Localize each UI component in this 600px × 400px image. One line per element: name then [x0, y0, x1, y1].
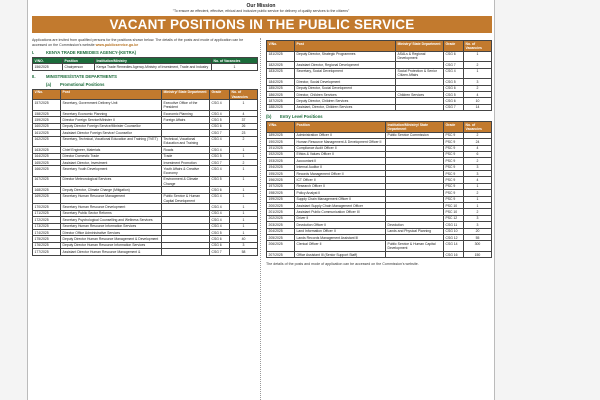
- table-row: [267, 68, 492, 79]
- table-cell: PSC 9: [444, 164, 464, 170]
- table-cell: CSG 7: [210, 249, 230, 255]
- table-cell: Public Service Commission: [386, 132, 444, 138]
- table-cell: 300: [464, 241, 492, 252]
- column-header: Ministry/ State Department: [162, 89, 210, 100]
- column-header: Institution/Ministry: [95, 58, 212, 64]
- table-cell: 169/2025: [33, 193, 61, 204]
- table-row: [33, 249, 258, 255]
- table-row: [267, 241, 492, 252]
- table-cell: 156/2025: [33, 64, 63, 70]
- table-cell: Policy Analyst II: [295, 190, 386, 196]
- table-cell: CSG 6: [210, 242, 230, 248]
- table-cell: 174/2025: [33, 230, 61, 236]
- table-cell: 175/2025: [33, 236, 61, 242]
- table-cell: 2: [230, 136, 258, 147]
- background-strip: [495, 0, 600, 400]
- table-cell: 1: [230, 210, 258, 216]
- table-cell: 173/2025: [33, 223, 61, 229]
- table-cell: 200/2025: [267, 203, 295, 209]
- table-cell: Deputy Director Human Resource Management & Development: [61, 236, 162, 242]
- table-cell: Assistant Public Communication Officer III: [295, 209, 386, 215]
- table-cell: 194/2025: [267, 164, 295, 170]
- table-cell: 2: [464, 158, 492, 164]
- table-cell: 1: [230, 153, 258, 159]
- promotional-table: [32, 89, 258, 256]
- table-cell: CSG 4: [210, 147, 230, 153]
- table-cell: Secretary, Technical, Vocational Education and Training (TVET): [61, 136, 162, 147]
- column-header: V/No.: [33, 89, 61, 100]
- column-header: No. of Vacancies: [464, 122, 492, 133]
- table-cell: Deputy Director, Strategic Programmes: [295, 51, 396, 62]
- footer-note: The details of the posts and mode of application can be accessed on the Commission's website.: [266, 262, 419, 267]
- table-cell: 207/2025: [267, 251, 295, 257]
- table-cell: Clerical Officer II: [295, 241, 386, 252]
- table-cell: Chairperson: [63, 64, 95, 70]
- table-cell: Secretary Human Resource Management: [61, 193, 162, 204]
- table-cell: CSG 5: [210, 153, 230, 159]
- table-cell: 3: [464, 171, 492, 177]
- table-cell: Director Office Administrative Services: [61, 230, 162, 236]
- table-row: [33, 166, 258, 177]
- table-cell: Director Domestic Trade: [61, 153, 162, 159]
- table-cell: 167/2025: [33, 176, 61, 187]
- entry-level-heading: (b) Entry Level Positions: [266, 114, 323, 120]
- table-cell: 3: [464, 215, 492, 221]
- table-cell: 58: [230, 249, 258, 255]
- table-cell: 161/2025: [33, 130, 61, 136]
- table-cell: 203/2025: [267, 222, 295, 228]
- table-cell: PSC 9: [444, 190, 464, 196]
- table-cell: 1: [464, 196, 492, 202]
- table-cell: Economic Planning: [162, 110, 210, 116]
- table-cell: CSG 6: [444, 51, 464, 62]
- table-cell: 204/2025: [267, 228, 295, 234]
- table-cell: CSG 7: [444, 62, 464, 68]
- table-cell: CSG 4: [210, 136, 230, 147]
- table-row: [33, 64, 258, 70]
- table-cell: 14: [464, 104, 492, 110]
- table-cell: Public Service & Human Capital Development: [162, 193, 210, 204]
- table-cell: CSG 4: [210, 193, 230, 204]
- table-cell: Deputy Director Human Resource Information Services: [61, 242, 162, 248]
- column-header: Grade: [210, 89, 230, 100]
- table-cell: CSG 7: [210, 159, 230, 165]
- table-cell: Chief Engineer, Materials: [61, 147, 162, 153]
- column-header: Grade: [444, 41, 464, 52]
- table-cell: 2: [230, 159, 258, 165]
- table-cell: 2: [464, 85, 492, 91]
- table-cell: Director Meteorological Services: [61, 176, 162, 187]
- table-cell: 195/2025: [267, 171, 295, 177]
- table-cell: 182/2025: [267, 62, 295, 68]
- table-cell: 192/2025: [267, 151, 295, 157]
- table-cell: CSG 4: [210, 166, 230, 177]
- table-cell: 164/2025: [33, 153, 61, 159]
- website-link[interactable]: www.publicservice.go.ke: [95, 42, 139, 47]
- column-header: No. of Vacancies: [464, 41, 492, 52]
- table-cell: Public Service & Human Capital Development: [386, 241, 444, 252]
- table-cell: 20: [464, 228, 492, 234]
- table-cell: Research Officer II: [295, 183, 386, 189]
- table-cell: Secretary, Social Development: [295, 68, 396, 79]
- table-cell: Supply Chain Management Officer II: [295, 196, 386, 202]
- column-header: V/No.: [267, 122, 295, 133]
- table-cell: Lands and Physical Planning: [386, 228, 444, 234]
- table-row: [267, 51, 492, 62]
- table-cell: CSG 6: [210, 123, 230, 129]
- table-cell: 1: [230, 100, 258, 111]
- table-cell: 165/2025: [33, 159, 61, 165]
- table-cell: 2: [464, 62, 492, 68]
- table-cell: 4: [230, 110, 258, 116]
- intro-paragraph: Applications are invited from qualified persons for the positions shown below. The details of the posts and mode of application can be accessed on the Commission's website www.publicservice.go.ke: [32, 38, 244, 47]
- table-cell: Secretary, Government Delivery Unit: [61, 100, 162, 111]
- table-cell: 24: [464, 139, 492, 145]
- table-cell: PSC 10: [444, 203, 464, 209]
- table-cell: Secretary Human Resource Information Services: [61, 223, 162, 229]
- table-cell: Foreign Affairs: [162, 117, 210, 123]
- column-header: Institution/Ministry/ State Department: [386, 122, 444, 133]
- page-title: VACANT POSITIONS IN THE PUBLIC SERVICE: [32, 16, 492, 33]
- table-cell: 157/2025: [33, 100, 61, 111]
- promotional-heading: (a) Promotional Positions: [46, 81, 105, 87]
- column-header: Position: [295, 122, 386, 133]
- table-cell: 4: [464, 177, 492, 183]
- table-cell: CSG 5: [210, 176, 230, 187]
- table-cell: 197/2025: [267, 183, 295, 189]
- table-cell: CSG 7: [444, 104, 464, 110]
- table-cell: Office Assistant III (Senior Support Staff): [295, 251, 386, 257]
- table-cell: CSG 16: [444, 251, 464, 257]
- table-cell: Director, Social Development: [295, 79, 396, 85]
- mission-text: "To ensure an effecient, effective, ethical and inclusive public service for delivery of quality services to the citizens": [172, 9, 350, 13]
- left-column: [32, 38, 258, 256]
- table-cell: 181/2025: [267, 51, 295, 62]
- table-cell: Human Resource Management & Development Officer II: [295, 139, 386, 145]
- table-cell: 40: [230, 236, 258, 242]
- table-cell: 187/2025: [267, 98, 295, 104]
- column-header: Post: [61, 89, 162, 100]
- table-cell: Assistant Director Human Resource Management &: [61, 249, 162, 255]
- column-header: Ministry/ State Department: [396, 41, 444, 52]
- table-cell: CSG 7: [210, 130, 230, 136]
- table-cell: CSG 4: [210, 217, 230, 223]
- table-cell: 10: [464, 98, 492, 104]
- table-cell: [396, 104, 444, 110]
- table-cell: 26: [230, 123, 258, 129]
- table-cell: Assistant Director, Investment: [61, 159, 162, 165]
- table-cell: Deputy Director, Social Development: [295, 85, 396, 91]
- table-cell: Trade: [162, 153, 210, 159]
- table-cell: 171/2025: [33, 210, 61, 216]
- table-cell: Land Information Officer II: [295, 228, 386, 234]
- table-cell: 1: [230, 217, 258, 223]
- table-cell: 177/2025: [33, 249, 61, 255]
- column-header: Post: [295, 41, 396, 52]
- table-cell: 186/2025: [267, 91, 295, 97]
- table-cell: 3: [464, 79, 492, 85]
- table-cell: 1: [230, 223, 258, 229]
- table-cell: PSC 9: [444, 132, 464, 138]
- table-cell: Technical, Vocational Education and Training: [162, 136, 210, 147]
- table-cell: 1: [230, 176, 258, 187]
- table-cell: 199/2025: [267, 196, 295, 202]
- table-cell: 193/2025: [267, 158, 295, 164]
- table-cell: Social Protection & Senior Citizen Affairs: [396, 68, 444, 79]
- table-cell: PSC 9: [444, 139, 464, 145]
- column-header: V/NO.: [33, 58, 63, 64]
- entry-level-table: [266, 121, 492, 258]
- table-cell: PSC 10: [444, 209, 464, 215]
- table-cell: CSG 4: [444, 68, 464, 79]
- table-cell: CSG 11: [444, 222, 464, 228]
- table-cell: 168/2025: [33, 187, 61, 193]
- table-cell: 196/2025: [267, 177, 295, 183]
- table-cell: 2: [464, 132, 492, 138]
- table-cell: 1: [464, 203, 492, 209]
- column-header: No. of Vacancies: [212, 58, 258, 64]
- table-cell: 185/2025: [267, 85, 295, 91]
- table-cell: CSG 4: [210, 100, 230, 111]
- table-cell: 158/2025: [33, 110, 61, 116]
- section-1-heading: I. KENYA TRADE REMEDIES AGENCY-(KETRA): [32, 50, 137, 55]
- table-cell: Secretary Psychological Counselling and Wellness Services: [61, 217, 162, 223]
- table-cell: CSG 6: [210, 236, 230, 242]
- table-cell: 2: [464, 209, 492, 215]
- table-row: [267, 104, 492, 110]
- table-cell: CSG 4: [210, 210, 230, 216]
- table-cell: Secretary Economic Planning: [61, 110, 162, 116]
- table-cell: Records Management Officer II: [295, 171, 386, 177]
- table-cell: Deputy Director, Children Services: [295, 98, 396, 104]
- table-cell: 1: [464, 68, 492, 79]
- table-cell: 37: [230, 117, 258, 123]
- table-cell: 176/2025: [33, 242, 61, 248]
- table-cell: PSC 9: [444, 171, 464, 177]
- newspaper-page: [27, 0, 495, 400]
- table-row: [33, 193, 258, 204]
- right-column: [266, 38, 492, 266]
- table-cell: Deputy Director, Climate Change (Mitigation): [61, 187, 162, 193]
- table-cell: CSG 4: [210, 204, 230, 210]
- table-cell: CSG 4: [210, 110, 230, 116]
- table-cell: CSG 6: [444, 98, 464, 104]
- table-cell: Director Foreign Service/Minister II: [61, 117, 162, 123]
- table-cell: 3: [230, 242, 258, 248]
- section-2-heading: II. MINISTRIES/STATE DEPARTMENTS: [32, 73, 117, 79]
- table-cell: PSC 12: [444, 215, 464, 221]
- table-cell: [386, 251, 444, 257]
- table-cell: Lands Records Management Assistant III: [295, 234, 386, 240]
- table-cell: Secretary Human Resource Development: [61, 204, 162, 210]
- table-cell: CSG 6: [444, 85, 464, 91]
- table-cell: Kenya Trade Remedies Agency-Ministry of Investment, Trade and Industry: [95, 64, 212, 70]
- table-cell: 184/2025: [267, 79, 295, 85]
- table-cell: 159/2025: [33, 117, 61, 123]
- column-header: Position: [63, 58, 95, 64]
- table-cell: Devolution: [386, 222, 444, 228]
- table-cell: 162/2025: [33, 136, 61, 147]
- table-cell: 1: [230, 187, 258, 193]
- table-cell: PSC 9: [444, 151, 464, 157]
- column-header: V/No.: [267, 41, 295, 52]
- table-cell: ICT Officer II: [295, 177, 386, 183]
- table-cell: PSC 9: [444, 145, 464, 151]
- table-cell: PSC 9: [444, 177, 464, 183]
- table-cell: 1: [464, 183, 492, 189]
- table-cell: Deputy Director Foreign Service/Minister Counsellor: [61, 123, 162, 129]
- table-cell: 170/2025: [33, 204, 61, 210]
- table-cell: 6: [464, 151, 492, 157]
- table-cell: Secretary Public Sector Reforms: [61, 210, 162, 216]
- table-cell: Roads: [162, 147, 210, 153]
- table-cell: Environment & Climate Change: [162, 176, 210, 187]
- table-cell: Director, Children Services: [295, 91, 396, 97]
- table-cell: Assistant, Director, Children Services: [295, 104, 396, 110]
- table-cell: 190/2025: [267, 139, 295, 145]
- table-cell: CSG 14: [444, 241, 464, 252]
- table-cell: [162, 249, 210, 255]
- table-cell: ASALs & Regional Development: [396, 51, 444, 62]
- table-cell: 150: [464, 251, 492, 257]
- table-cell: 189/2025: [267, 132, 295, 138]
- table-cell: 4: [464, 145, 492, 151]
- table-cell: CSG 5: [210, 117, 230, 123]
- table-cell: 163/2025: [33, 147, 61, 153]
- table-cell: 166/2025: [33, 166, 61, 177]
- table-row: [33, 136, 258, 147]
- table-cell: 191/2025: [267, 145, 295, 151]
- table-cell: 1: [230, 166, 258, 177]
- table-cell: Assistant Director, Regional Development: [295, 62, 396, 68]
- table-row: [33, 176, 258, 187]
- table-cell: 188/2025: [267, 104, 295, 110]
- table-cell: 55: [464, 234, 492, 240]
- table-cell: Executive Office of the President: [162, 100, 210, 111]
- table-cell: Internal Auditor II: [295, 164, 386, 170]
- mission-title: Our Mission: [246, 3, 276, 9]
- table-cell: 183/2025: [267, 68, 295, 79]
- table-cell: Administration Officer II: [295, 132, 386, 138]
- table-cell: CSG 4: [210, 223, 230, 229]
- table-cell: CSG 5: [210, 230, 230, 236]
- table-cell: 4: [464, 91, 492, 97]
- table-cell: 3: [464, 222, 492, 228]
- table-cell: Compliance Audit Officer II: [295, 145, 386, 151]
- promotional-table-continued: [266, 40, 492, 111]
- table-cell: 1: [230, 193, 258, 204]
- table-cell: PSC 9: [444, 196, 464, 202]
- column-header: Grade: [444, 122, 464, 133]
- table-cell: 206/2025: [267, 241, 295, 252]
- table-cell: 1: [230, 204, 258, 210]
- table-cell: 202/2025: [267, 215, 295, 221]
- table-cell: PSC 9: [444, 183, 464, 189]
- table-cell: 1: [212, 64, 258, 70]
- table-cell: CSG 5: [444, 79, 464, 85]
- table-row: [33, 100, 258, 111]
- table-cell: Assistant Director Foreign Service/ Counsellor: [61, 130, 162, 136]
- table-cell: CSG 12: [444, 234, 464, 240]
- table-cell: 205/2025: [267, 234, 295, 240]
- table-cell: 1: [230, 147, 258, 153]
- table-cell: 3: [464, 164, 492, 170]
- table-cell: Investment Promotion: [162, 159, 210, 165]
- table-cell: Accountant II: [295, 158, 386, 164]
- table-cell: Driver II: [295, 215, 386, 221]
- table-cell: PSC 9: [444, 158, 464, 164]
- table-cell: Devolution Officer II: [295, 222, 386, 228]
- table-cell: 1: [230, 230, 258, 236]
- column-divider: [260, 38, 261, 400]
- table-cell: 201/2025: [267, 209, 295, 215]
- column-header: No. of Vacancies: [230, 89, 258, 100]
- table-cell: 1: [464, 51, 492, 62]
- table-cell: 23: [230, 130, 258, 136]
- table-cell: Children Services: [396, 91, 444, 97]
- table-row: [267, 251, 492, 257]
- table-cell: CSG 5: [444, 91, 464, 97]
- table-cell: CSG 6: [210, 187, 230, 193]
- table-cell: Youth Affairs & Creative Economy: [162, 166, 210, 177]
- table-cell: Assistant Supply Chain Management Officer: [295, 203, 386, 209]
- table-cell: 198/2025: [267, 190, 295, 196]
- table-cell: 160/2025: [33, 123, 61, 129]
- ketra-table: [32, 57, 258, 71]
- table-cell: CSG 10: [444, 228, 464, 234]
- table-cell: Ethics & Values Officer II: [295, 151, 386, 157]
- table-cell: 172/2025: [33, 217, 61, 223]
- table-cell: Secretary Youth Development: [61, 166, 162, 177]
- table-cell: 2: [464, 190, 492, 196]
